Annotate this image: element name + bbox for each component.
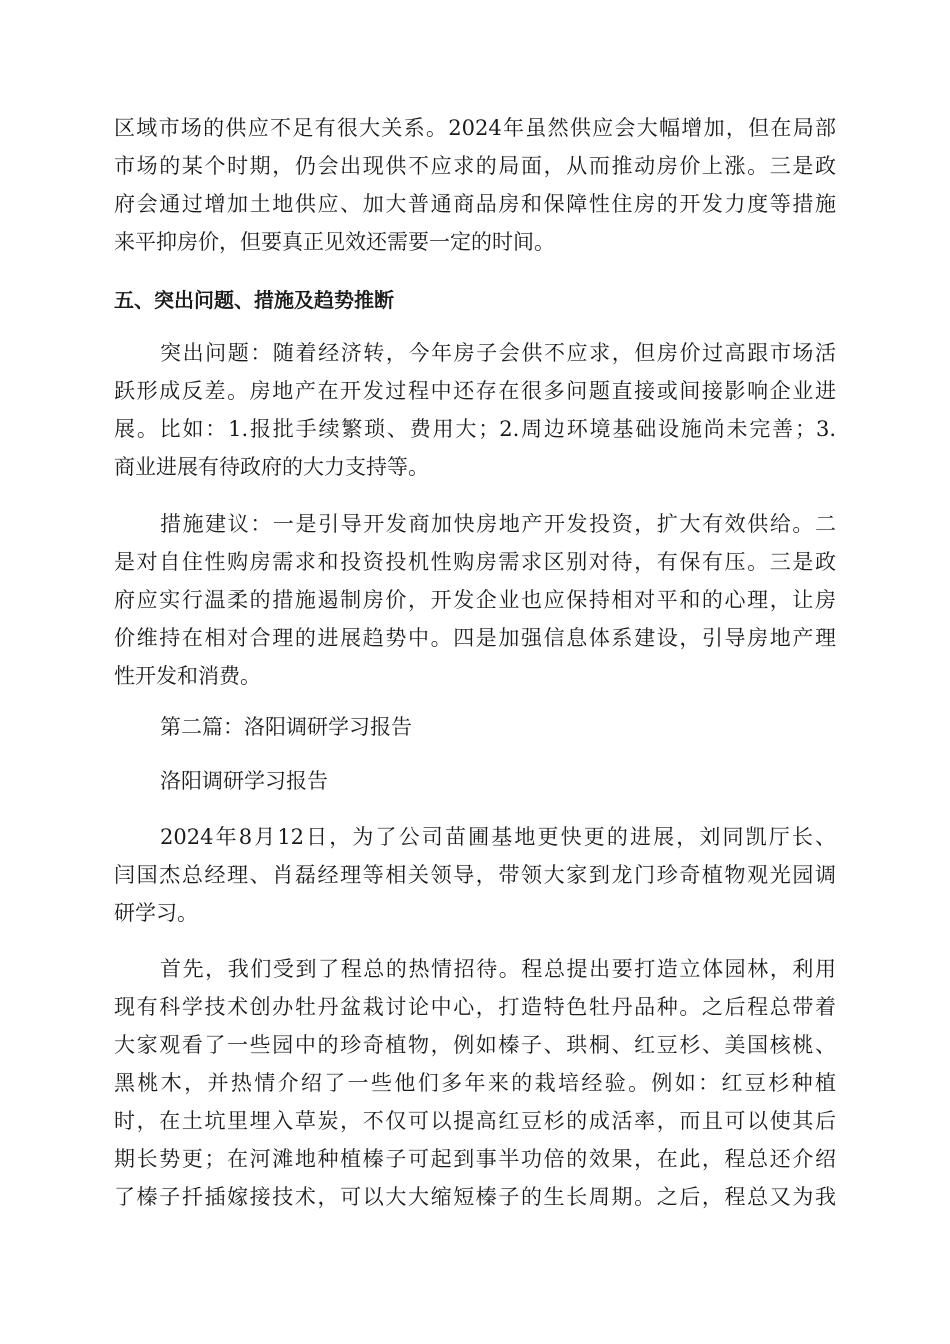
text-line: 大家观看了一些园中的珍奇植物，例如榛子、珙桐、红豆杉、美国核桃、 — [114, 1033, 836, 1057]
section-heading — [114, 281, 836, 319]
text-line: 现有科学技术创办牡丹盆栽讨论中心，打造特色牡丹品种。之后程总带着 — [114, 995, 836, 1019]
report-title — [114, 762, 836, 800]
text-line: 了榛子扦插嫁接技术，可以大大缩短榛子的生长周期。之后，程总又为我 — [114, 1185, 836, 1209]
text-line: 研学习。 — [114, 901, 198, 925]
text-line: 首先，我们受到了程总的热情招待。程总提出要打造立体园林，利用 — [160, 957, 836, 981]
text-line: 突出问题：随着经济转，今年房子会供不应求，但房价过高跟市场活 — [160, 341, 836, 365]
text-line: 是对自住性购房需求和投资投机性购房需求区别对待，有保有压。三是政 — [114, 550, 836, 574]
chapter-title-text: 第二篇：洛阳调研学习报告 — [160, 715, 412, 739]
paragraph-outstanding-issues — [114, 334, 836, 486]
text-line: 商业进展有待政府的大力支持等。 — [114, 455, 429, 479]
section-heading-text: 五、突出问题、措施及趋势推断 — [114, 288, 394, 312]
paragraph-visit-details — [114, 950, 836, 1216]
text-line: 黑桃木，并热情介绍了一些他们多年来的栽培经验。例如：红豆杉种植 — [114, 1071, 836, 1095]
text-line: 价维持在相对合理的进展趋势中。四是加强信息体系建设，引导房地产理 — [114, 626, 836, 650]
paragraph-supply-conclusion — [114, 109, 836, 261]
text-line: 市场的某个时期，仍会出现供不应求的局面，从而推动房价上涨。三是政 — [114, 154, 836, 178]
text-line: 时，在土坑里埋入草炭，不仅可以提高红豆杉的成活率，而且可以使其后 — [114, 1109, 836, 1133]
text-line: 期长势更；在河滩地种植榛子可起到事半功倍的效果，在此，程总还介绍 — [114, 1147, 836, 1171]
text-line: 区域市场的供应不足有很大关系。2024年虽然供应会大幅增加，但在局部 — [114, 116, 836, 140]
report-title-text: 洛阳调研学习报告 — [160, 769, 328, 793]
text-line: 性开发和消费。 — [114, 664, 261, 688]
text-line: 府会通过增加土地供应、加大普通商品房和保障性住房的开发力度等措施 — [114, 192, 836, 216]
paragraph-visit-intro — [114, 818, 836, 932]
text-line: 2024年8月12日，为了公司苗圃基地更快更的进展，刘同凯厅长、 — [160, 825, 836, 849]
text-line: 措施建议：一是引导开发商加快房地产开发投资，扩大有效供给。二 — [160, 512, 836, 536]
text-line: 展。比如：1.报批手续繁琐、费用大；2.周边环境基础设施尚未完善；3. — [114, 417, 836, 441]
text-line: 来平抑房价，但要真正见效还需要一定的时间。 — [114, 230, 555, 254]
text-line: 闫国杰总经理、肖磊经理等相关领导，带领大家到龙门珍奇植物观光园调 — [114, 863, 836, 887]
chapter-title — [114, 708, 836, 746]
paragraph-measures — [114, 505, 836, 695]
text-line: 跃形成反差。房地产在开发过程中还存在很多问题直接或间接影响企业进 — [114, 379, 836, 403]
text-line: 府应实行温柔的措施遏制房价，开发企业也应保持相对平和的心理，让房 — [114, 588, 836, 612]
